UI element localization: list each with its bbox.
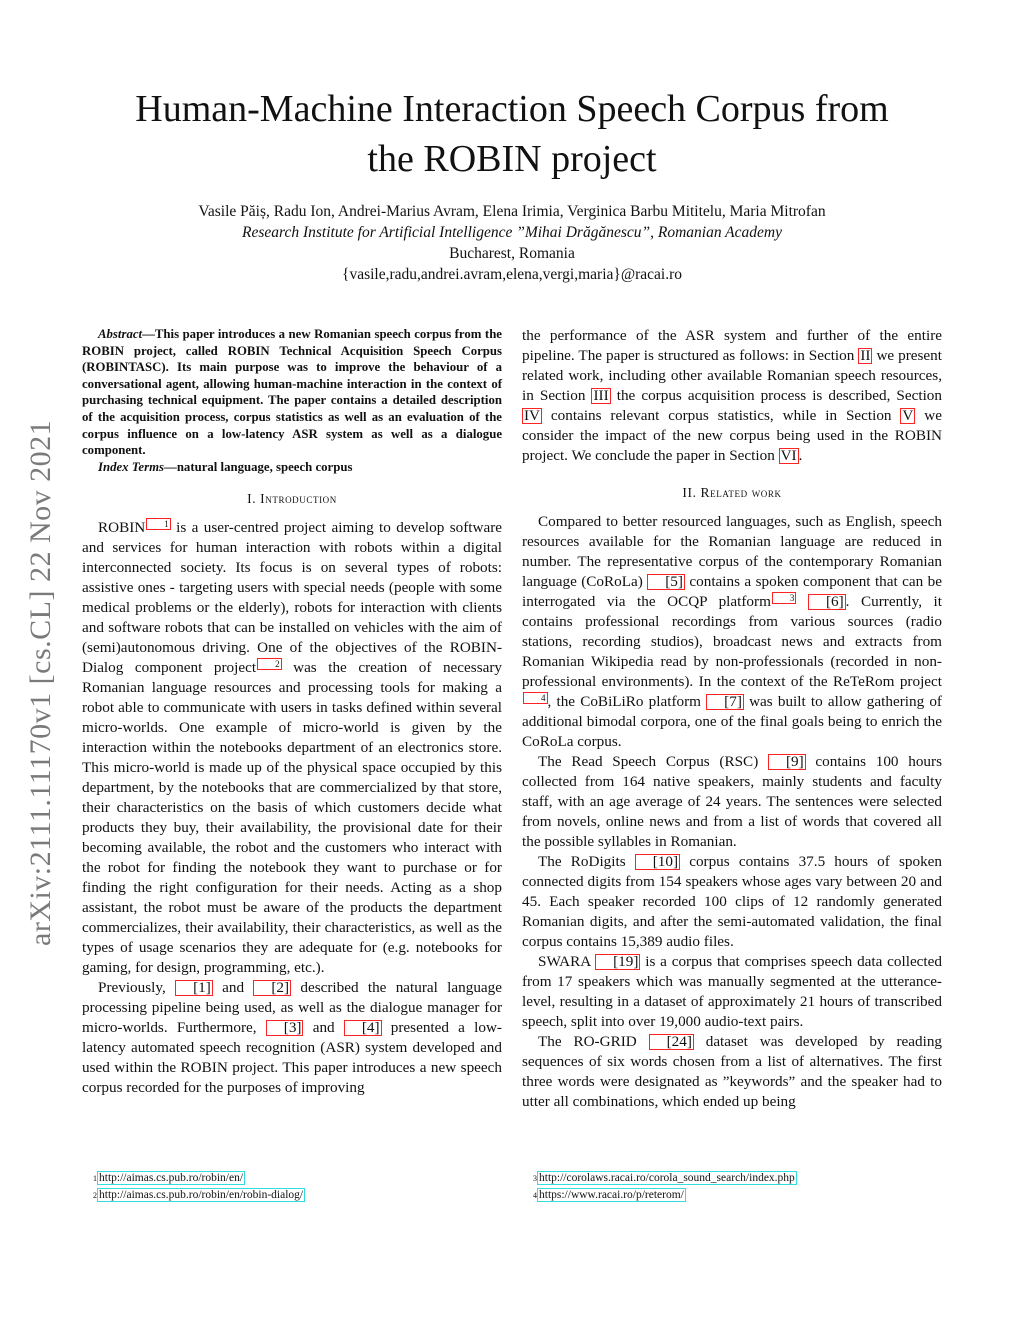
citation-link-7[interactable]: [7] [706, 694, 744, 710]
footnotes-right [533, 1170, 797, 1204]
footnote-4 [533, 1187, 797, 1204]
text-run: presented a low-latency automated speech recognition (ASR) system developed and used within the ROBIN project. This paper introduces a new speech corpus recorded for the purposes of improving [82, 1019, 502, 1097]
related-work-paragraph-3 [522, 852, 942, 952]
footnote-url-2[interactable]: http://aimas.cs.pub.ro/robin/en/robin-dialog/ [99, 1189, 304, 1201]
index-terms-label: Index Terms [98, 459, 165, 474]
citation-link-6[interactable]: [6] [808, 594, 846, 610]
citation-link-5[interactable]: [5] [647, 574, 685, 590]
text-run: corpus contains 37.5 hours of spoken connected digits from 154 speakers whose ages vary between 20 and 45. Each speaker recorded 100 clips of 12 randomly generated Romanian digits, and after the semi-automated validation, the final corpus contains 15,389 audio files. [522, 853, 943, 950]
text-run: we present related work, including other available Romanian speech resources, in Section [522, 347, 942, 404]
section-number: I. [247, 491, 257, 507]
text-run: contains relevant corpus statistics, while in Section [542, 407, 901, 424]
intro-paragraph-1 [82, 518, 502, 978]
text-run: dataset was developed by reading sequences of six words chosen from a list of alternatives. The first three words were designated as ”keywords” and the speaker had to utter all combinations, which ended up being [522, 1033, 943, 1110]
footnote-url-4[interactable]: https://www.racai.ro/p/reterom/ [539, 1189, 684, 1201]
footnote-url-1[interactable]: http://aimas.cs.pub.ro/robin/en/ [99, 1172, 244, 1184]
text-run: The Read Speech Corpus (RSC) [538, 753, 768, 770]
footnote-link-2[interactable]: 2 [257, 658, 282, 670]
text-run [796, 593, 808, 610]
footnote-link-3[interactable]: 3 [772, 592, 797, 604]
index-terms [82, 459, 502, 476]
intro-paragraph-continued [522, 326, 942, 466]
index-terms-text: —natural language, speech corpus [164, 459, 353, 474]
title-line-2: the ROBIN project [367, 138, 657, 180]
text-run: the corpus acquisition process is described, Section [610, 387, 942, 404]
section-link-6[interactable]: VI [780, 447, 797, 464]
related-work-paragraph-4 [522, 952, 942, 1032]
footnote-2 [93, 1187, 305, 1204]
footnote-link-1[interactable]: 1 [146, 518, 171, 530]
section-link-5[interactable]: V [902, 407, 914, 424]
footnote-number: 4 [533, 1191, 537, 1200]
text-run: is a user-centred project aiming to develop software and services for human interaction with robots within a digital interconnected society. Its focus is on several types of robots: assistive ones - targeting users with special needs (people with some medical problems or the elderly), robots for interaction with clients and software robots that can be installed on vehicles with the aim of (semi)autonomous driving. One of the objectives of the ROBIN-Dialog component project [82, 519, 502, 677]
text-run: and [303, 1019, 344, 1037]
left-column [82, 326, 502, 1098]
footnote-url-3[interactable]: http://corolaws.racai.ro/corola_sound_search/index.php [539, 1172, 795, 1184]
citation-link-3[interactable]: [3] [266, 1020, 304, 1036]
related-work-paragraph-2 [522, 752, 942, 852]
footnote-number: 2 [93, 1191, 97, 1200]
abstract-label: Abstract [98, 327, 143, 341]
text-run: was the creation of necessary Romanian language resources and processing tools for making a robot able to communicate with users in tasks defined within several micro-worlds. One example of micro-world is given by the interaction within the notebooks department of an electronics store. This micro-world is made up of the physical space occupied by this department, by the notebooks that are commercialized by that store, their characteristics on the basis of which customers decide what products they buy, their availability, the provisional date for their becoming available, the robot and the customers who interact with the robot for finding the notebook they want to purchase or for finding the right configuration for their needs. Acting as a shop assistant, the robot must be aware of the products the department commercializes, their availability, their characteristics, as well as the types of usage scenarios they are adequate for (e.g. notebooks for gaming, for design, programming, etc.). [82, 659, 502, 977]
text-run: is a corpus that comprises speech data collected from 17 speakers which was manually segmented at the utterance-level, resulting in a dataset of approximately 21 hours of transcribed speech, split into over 19,000 audio-text pairs. [522, 953, 942, 1030]
citation-link-1[interactable]: [1] [175, 980, 213, 996]
text-run: contains a spoken component that can be interrogated via the OCQP platform [522, 573, 942, 610]
text-run: . [798, 447, 803, 464]
arxiv-stamp: arXiv:2111.11170v1 [cs.CL] 22 Nov 2021 [24, 419, 57, 946]
right-column [522, 326, 942, 1112]
section-heading-introduction [82, 489, 502, 509]
text-run: The RO-GRID [538, 1033, 649, 1050]
section-number: II. [682, 485, 697, 500]
related-work-paragraph-1 [522, 512, 942, 752]
citation-link-9[interactable]: [9] [768, 754, 806, 770]
text-run: The RoDigits [538, 853, 635, 870]
text-run: and [212, 979, 254, 997]
text-run: Previously, [98, 979, 176, 997]
text-run: we consider the impact of the new corpus being used in the ROBIN project. We conclude the paper in Section [522, 407, 942, 464]
section-link-3[interactable]: III [593, 387, 609, 404]
related-work-paragraph-5 [522, 1032, 942, 1112]
text-run: . Currently, it contains professional recordings from various sources (radio stations, recording studios), broadcast news and extracts from Romanian Wikipedia read by non-professionals (recorded in non-professional environments). In the context of the ReTeRom project [522, 593, 942, 690]
section-link-2[interactable]: II [860, 347, 871, 364]
text-run: Compared to better resourced languages, such as English, speech resources available for the Romanian language are reduced in number. The representative corpus of the contemporary Romanian language (CoRoLa) [522, 513, 942, 590]
text-run: contains 100 hours collected from 164 native speakers, mainly students and faculty staff, with an age average of 24 years. The sentences were selected from novels, online news and from a list of words that covered all the possible syllables in Romanian. [522, 753, 942, 850]
section-title: Introduction [260, 491, 337, 507]
author-names: Vasile Păiș, Radu Ion, Andrei-Marius Avram, Elena Irimia, Verginica Barbu Mititelu, Maria Mitrofan [198, 203, 826, 220]
citation-link-4[interactable]: [4] [344, 1020, 382, 1036]
abstract-text: —This paper introduces a new Romanian speech corpus from the ROBIN project, called ROBIN Technical Acquisition Speech Corpus (ROBINTASC). Its main purpose was to improve the behaviour of a conversational agent, allowing human-machine interaction in the context of purchasing technical equipment. The paper contains a detailed description of the acquisition process, corpus statistics as well as an evaluation of the corpus influence on a low-latency ASR system as well as a dialogue component. [82, 327, 502, 458]
title-line-1: Human-Machine Interaction Speech Corpus from [135, 88, 889, 130]
citation-link-2[interactable]: [2] [253, 980, 291, 996]
affiliation: Research Institute for Artificial Intelligence ”Mihai Drăgănescu”, Romanian Academy [242, 224, 782, 241]
text-run: , the CoBiLiRo platform [547, 693, 707, 710]
footnote-link-4[interactable]: 4 [523, 692, 548, 704]
emails[interactable]: {vasile,radu,andrei.avram,elena,vergi,maria}@racai.ro [342, 266, 682, 283]
footnote-3 [533, 1170, 797, 1187]
text-run: SWARA [538, 953, 596, 970]
author-block [70, 201, 954, 285]
text-run: ROBIN [98, 519, 146, 537]
text-run: the performance of the ASR system and further of the entire pipeline. The paper is structured as follows: in Section [522, 327, 942, 364]
citation-link-19[interactable]: [19] [595, 954, 640, 970]
footnote-number: 3 [533, 1174, 537, 1183]
citation-link-10[interactable]: [10] [635, 854, 680, 870]
citation-link-24[interactable]: [24] [649, 1034, 694, 1050]
text-run: described the natural language processing pipeline being used, as well as the dialogue manager for micro-worlds. Furthermore, [82, 979, 502, 1037]
footnote-1 [93, 1170, 305, 1187]
footnote-number: 1 [93, 1174, 97, 1183]
abstract [82, 326, 502, 459]
paper-title [70, 84, 954, 184]
section-heading-related-work [522, 483, 942, 503]
intro-paragraph-2 [82, 978, 502, 1098]
footnotes-left [93, 1170, 305, 1204]
section-link-4[interactable]: IV [524, 407, 541, 424]
section-title: Related work [700, 485, 782, 500]
location: Bucharest, Romania [449, 245, 575, 262]
text-run: was built to allow gathering of additional bimodal corpora, one of the final goals being to enrich the CoRoLa corpus. [522, 693, 942, 750]
